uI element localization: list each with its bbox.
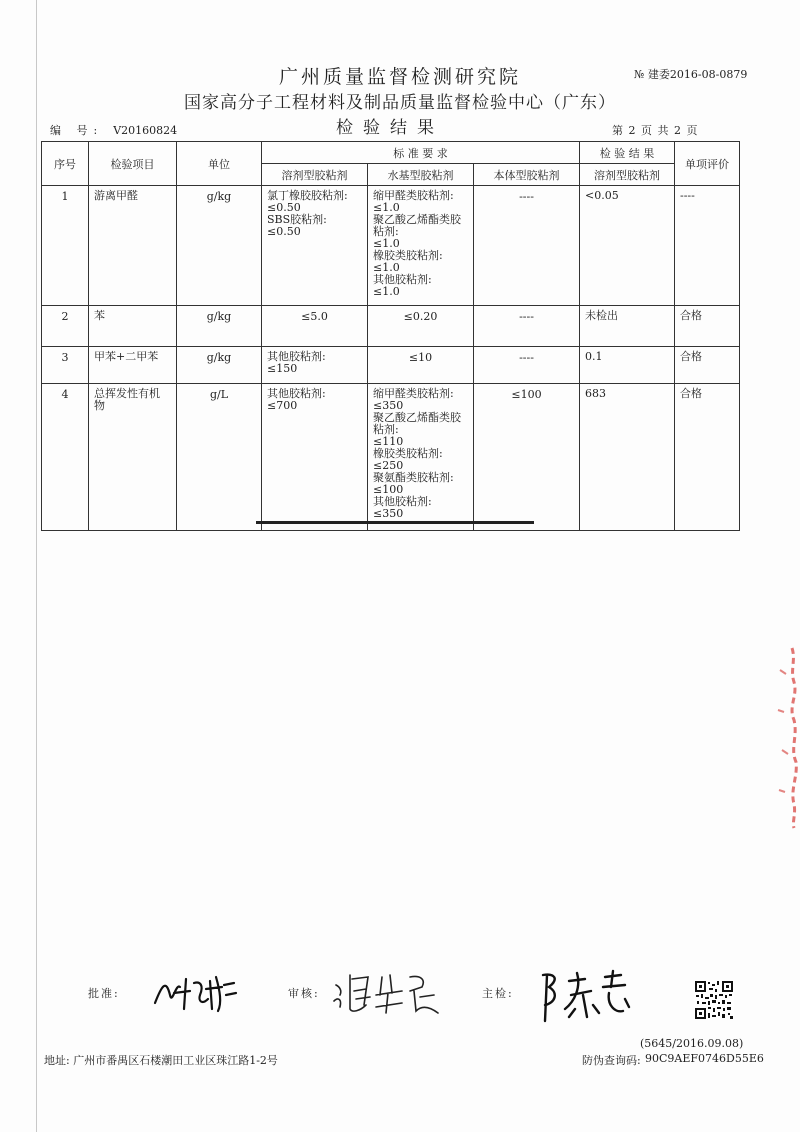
table-row (42, 347, 740, 384)
standard-line: SBS胶粘剂: (267, 213, 327, 226)
standard-line: ≤150 (267, 362, 298, 375)
serial-value: V20160824 (113, 124, 178, 137)
row-solvent-standard: ≤5.0 (262, 306, 368, 347)
row-evaluation: 合格 (675, 306, 740, 347)
standard-line: ≤0.50 (267, 201, 301, 214)
anti-fake-label: 防伪查询码: (582, 1054, 641, 1067)
results-table (41, 141, 740, 531)
table-row (42, 186, 740, 306)
standard-line: ≤1.0 (373, 261, 400, 274)
standard-line: ≤350 (373, 399, 404, 412)
row-seq: 2 (42, 306, 89, 347)
approve-label: 批准: (88, 987, 120, 1000)
row-bulk-standard: ---- (474, 306, 580, 347)
center-title: 国家高分子工程材料及制品质量监督检验中心（广东） (184, 93, 616, 113)
header-standard: 标 准 要 求 (262, 142, 580, 164)
code-reference: (5645/2016.09.08) (640, 1037, 744, 1050)
standard-line: 聚氨酯类胶粘剂: (373, 471, 454, 484)
row-bulk-standard: ≤100 (474, 384, 580, 531)
standard-line: 缩甲醛类胶粘剂: (373, 387, 454, 400)
serial-number (50, 122, 177, 138)
table-row (42, 306, 740, 347)
row-result: 未检出 (580, 306, 675, 347)
row-evaluation: ---- (675, 186, 740, 306)
standard-line: ≤350 (373, 507, 404, 520)
row-item: 苯 (89, 306, 177, 347)
row-seq: 1 (42, 186, 89, 306)
row-solvent-standard (262, 384, 368, 531)
standard-line: 橡胶类胶粘剂: (373, 447, 443, 460)
standard-line: 氯丁橡胶胶粘剂: (267, 189, 348, 202)
standard-line: ≤1.0 (373, 285, 400, 298)
row-unit: g/kg (177, 347, 262, 384)
result-title: 检验结果 (336, 118, 444, 138)
row-unit: g/kg (177, 186, 262, 306)
inspector-signature (535, 965, 635, 1025)
row-water-standard (368, 384, 474, 531)
row-solvent-standard (262, 347, 368, 384)
row-seq: 4 (42, 384, 89, 531)
row-unit: g/kg (177, 306, 262, 347)
row-evaluation: 合格 (675, 347, 740, 384)
binding-margin-line (36, 0, 37, 1132)
standard-line: 粘剂: (373, 423, 399, 436)
standard-line: ≤100 (373, 483, 404, 496)
row-evaluation: 合格 (675, 384, 740, 531)
standard-line: ≤1.0 (373, 201, 400, 214)
item-line: 物 (94, 399, 105, 412)
table-end-rule (256, 521, 534, 524)
row-result: <0.05 (580, 186, 675, 306)
table-row (42, 384, 740, 531)
standard-line: ≤110 (373, 435, 404, 448)
standard-line: ≤0.50 (267, 225, 301, 238)
standard-line: 其他胶粘剂: (267, 350, 326, 363)
header-result: 检 验 结 果 (580, 142, 675, 164)
item-line: 总挥发性有机 (94, 387, 160, 400)
standard-line: 聚乙酸乙烯酯类胶 (373, 213, 461, 226)
organization-title: 广州质量监督检测研究院 (278, 66, 521, 88)
report-number: № 建委2016-08-0879 (634, 68, 748, 81)
header-evaluation: 单项评价 (675, 142, 740, 186)
standard-line: ≤250 (373, 459, 404, 472)
row-water-standard (368, 186, 474, 306)
row-solvent-standard (262, 186, 368, 306)
standard-line: 聚乙酸乙烯酯类胶 (373, 411, 461, 424)
row-water-standard: ≤0.20 (368, 306, 474, 347)
row-item: 甲苯+二甲苯 (89, 347, 177, 384)
header-result-solvent: 溶剂型胶粘剂 (580, 164, 675, 186)
row-item (89, 384, 177, 531)
reviewer-signature (330, 965, 445, 1020)
row-item: 游离甲醛 (89, 186, 177, 306)
row-result: 0.1 (580, 347, 675, 384)
header-solvent: 溶剂型胶粘剂 (262, 164, 368, 186)
header-water: 水基型胶粘剂 (368, 164, 474, 186)
standard-line: 橡胶类胶粘剂: (373, 249, 443, 262)
header-unit: 单位 (177, 142, 262, 186)
serial-label: 编 号: (50, 124, 104, 137)
address: 地址: 广州市番禺区石楼潮田工业区珠江路1-2号 (44, 1054, 278, 1067)
qr-code-icon (694, 980, 734, 1020)
standard-line: ≤700 (267, 399, 298, 412)
row-result: 683 (580, 384, 675, 531)
standard-line: 缩甲醛类胶粘剂: (373, 189, 454, 202)
row-seq: 3 (42, 347, 89, 384)
inspect-label: 主检: (482, 987, 514, 1000)
review-label: 审核: (288, 987, 320, 1000)
header-bulk: 本体型胶粘剂 (474, 164, 580, 186)
standard-line: 其他胶粘剂: (373, 495, 432, 508)
standard-line: 粘剂: (373, 225, 399, 238)
row-bulk-standard: ---- (474, 347, 580, 384)
standard-line: 其他胶粘剂: (373, 273, 432, 286)
approver-signature (150, 965, 240, 1015)
row-unit: g/L (177, 384, 262, 531)
anti-fake-code: 90C9AEF0746D55E6 (645, 1052, 764, 1065)
page-info: 第 2 页 共 2 页 (612, 124, 699, 137)
header-item: 检验项目 (89, 142, 177, 186)
table-header-row (42, 142, 740, 164)
row-water-standard: ≤10 (368, 347, 474, 384)
row-bulk-standard: ---- (474, 186, 580, 306)
standard-line: 其他胶粘剂: (267, 387, 326, 400)
standard-line: ≤1.0 (373, 237, 400, 250)
header-seq: 序号 (42, 142, 89, 186)
red-seal-fragment-icon (770, 640, 800, 830)
